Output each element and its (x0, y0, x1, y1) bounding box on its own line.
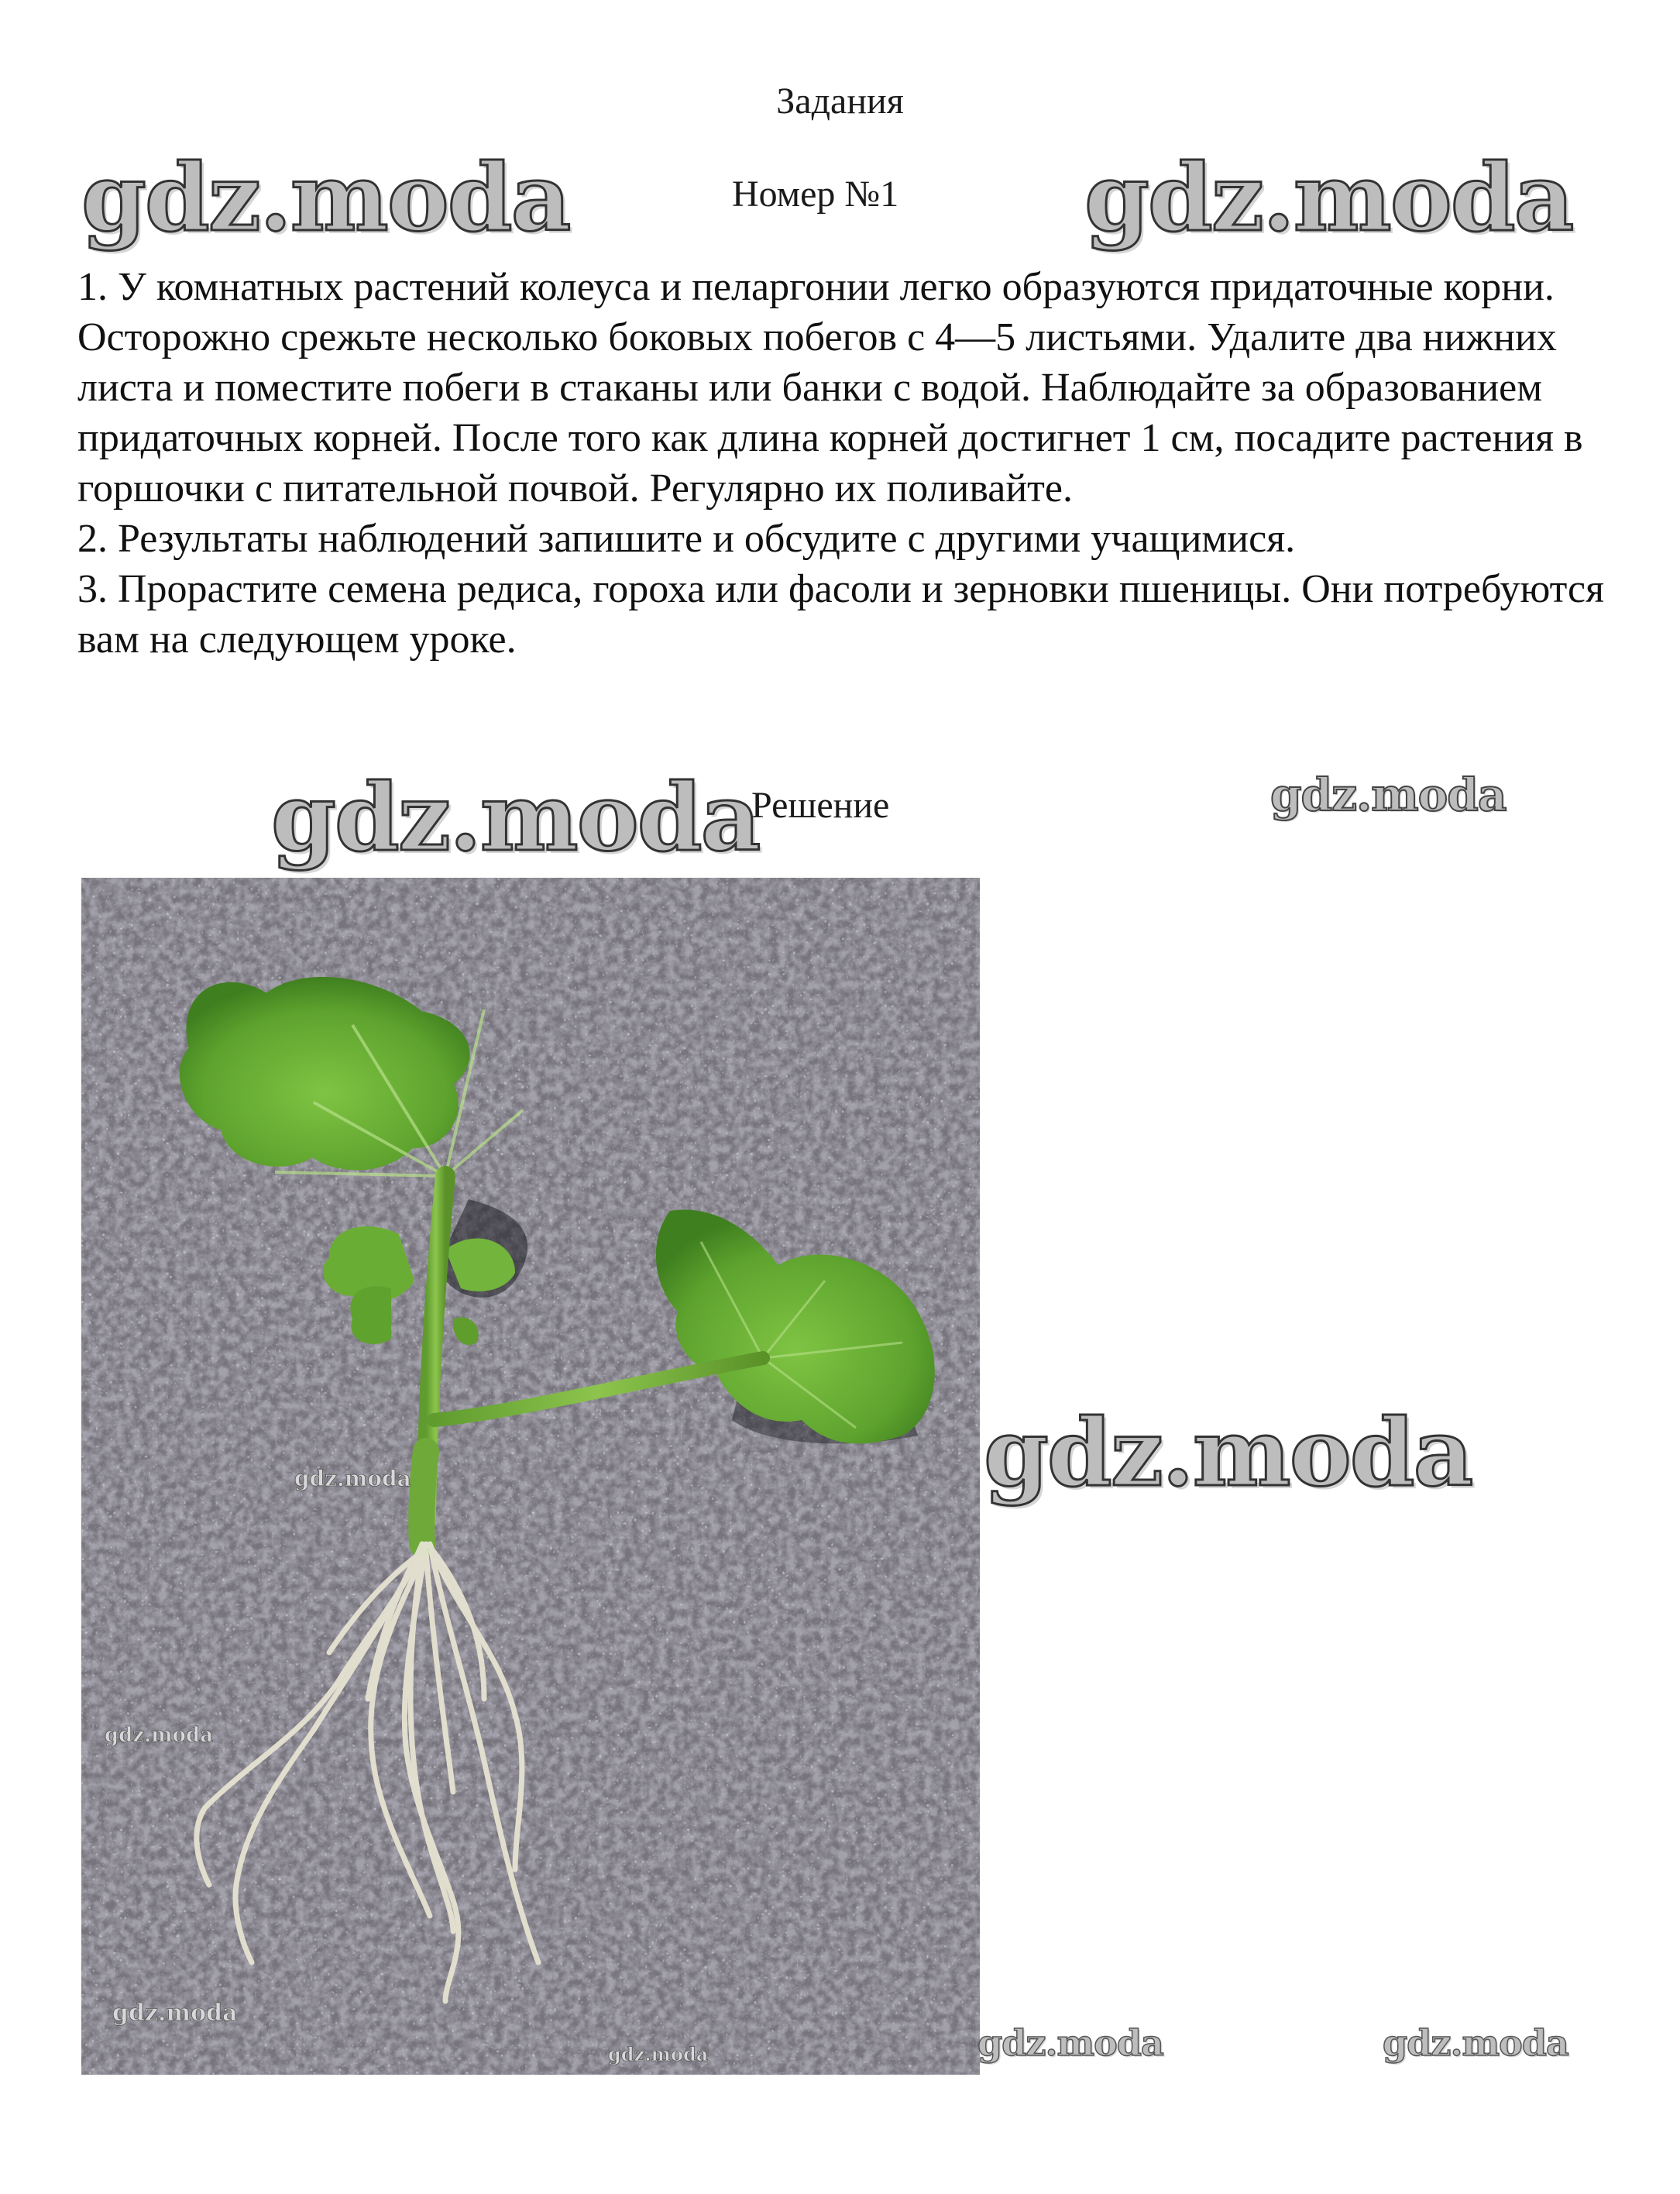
task-paragraph-3: 3. Прорастите семена редиса, гороха или фасоли и зерновки пшеницы. Они потребуются вам на следующем уроке. (77, 567, 1604, 662)
watermark-logo: gdz.moda (1084, 143, 1573, 253)
watermark-logo: gdz.moda (112, 2000, 238, 2027)
watermark-logo: gdz.moda (105, 1724, 214, 1747)
solution-photo (81, 878, 980, 2075)
watermark-logo: gdz.moda (271, 763, 760, 872)
task-number: Номер №1 (732, 174, 899, 215)
watermark-logo: gdz.moda (1270, 769, 1507, 821)
watermark-logo: gdz.moda (294, 1466, 411, 1491)
task-paragraph-1: 1. У комнатных растений колеуса и пеларгонии легко образуются придаточные корни. Осторожно срежьте несколько боковых побегов с 4—5 листьями. Удалите два нижних листа и поместите побеги в стаканы или банки с водой. Наблюдайте за образованием придаточных корней. После того как длина корней достигнет 1 см, посадите растения в горшочки с питательной почвой. Регулярно их поливайте. (77, 265, 1583, 511)
watermark-logo: gdz.moda (608, 2043, 709, 2065)
plant-leaf (350, 1286, 391, 1343)
solution-heading: Решение (751, 785, 890, 826)
watermark-logo: gdz.moda (977, 2022, 1163, 2064)
section-title: Задания (776, 81, 904, 122)
task-paragraph-2: 2. Результаты наблюдений запишите и обсудите с другими учащимися. (77, 517, 1296, 561)
task-text (77, 262, 1619, 665)
watermark-logo: gdz.moda (1383, 2022, 1568, 2064)
watermark-logo: gdz.moda (984, 1398, 1472, 1508)
watermark-logo: gdz.moda (81, 143, 570, 253)
